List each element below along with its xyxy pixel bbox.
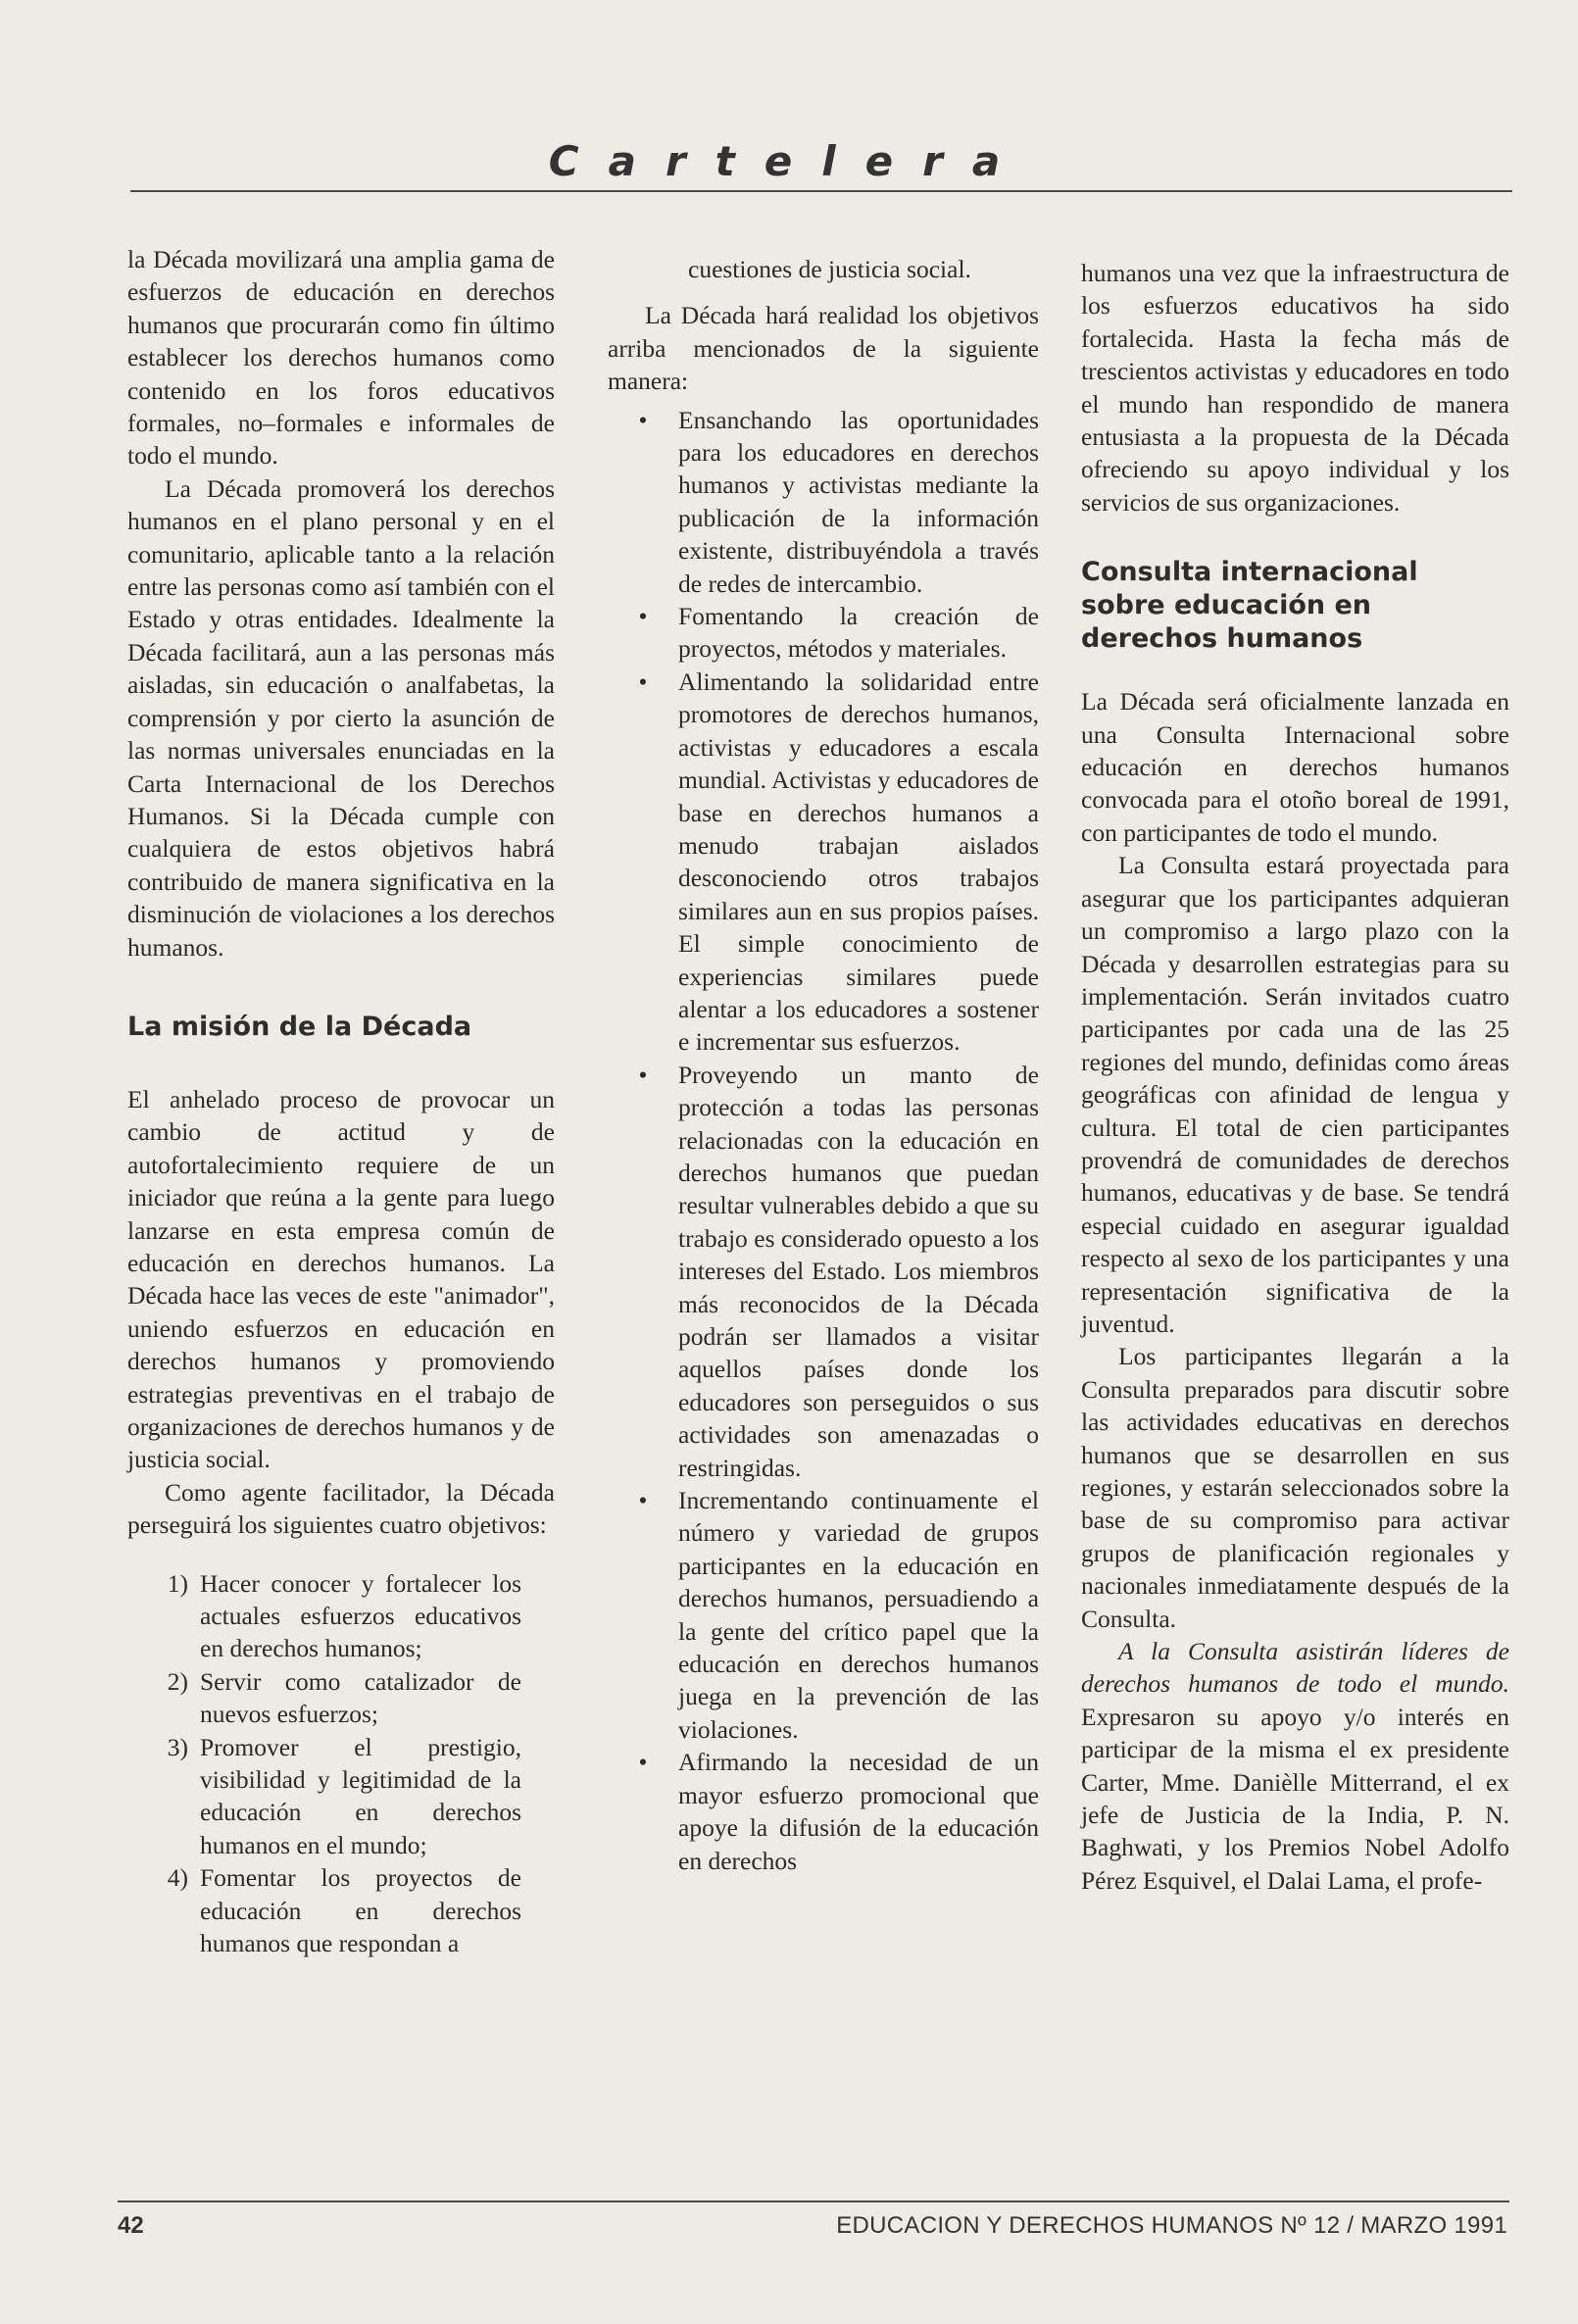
objective-item: [127, 1665, 555, 1731]
action-text: Incrementando continuamente el número y variedad de grupos participantes en la educación en derechos humanos, persuadiendo a la gente del crítico papel que la educación en derechos humanos juega en la prevención de las violaciones.: [678, 1486, 1039, 1744]
objective-number: 3): [167, 1732, 188, 1761]
action-text: Afirmando la necesidad de un mayor esfuerzo promocional que apoye la difusión de la educación en derechos: [678, 1748, 1039, 1875]
column-2: [608, 253, 1039, 1877]
bullet-icon: •: [638, 1748, 648, 1777]
column-3: [1081, 257, 1509, 1897]
col3-italic-lead: A la Consulta asistirán líderes de derechos humanos de todo el mundo.: [1081, 1637, 1509, 1699]
action-item: [608, 1059, 1039, 1484]
bullet-icon: •: [638, 1486, 648, 1515]
action-item: [608, 666, 1039, 1059]
action-text: Proveyendo un manto de protección a todas las personas relacionadas con la educación en derechos humanos que puedan resultar vulnerables debido a que su trabajo es considerado opuesto a los intereses del Estado. Los miembros más reconocidos de la Década podrán ser llamados a visitar aquellos países donde los educadores son perseguidos o sus actividades son amenazadas o restringidas.: [678, 1060, 1039, 1482]
footer-rule: [118, 2200, 1509, 2202]
bullet-icon: •: [638, 405, 648, 434]
col2-continued-text: cuestiones de justicia social.: [688, 255, 971, 283]
header-rule: [130, 190, 1512, 192]
col3-paragraph-1: humanos una vez que la infraestructura de los esfuerzos educativos ha sido fortalecida. Hasta la fecha más de trescientos activistas y educadores en todo el mundo han respondido de manera entusiasta a la propuesta de la Década ofreciendo su apoyo individual y los servicios de sus organizaciones.: [1081, 259, 1509, 517]
col3-paragraph-4: Los participantes llegarán a la Consulta preparados para discutir sobre las actividades educativas en derechos humanos que se desarrollen en sus regiones, y estarán seleccionados sobre la base de su compromiso para activar grupos de planificación regionales y nacionales inmediatamente después de la Consulta.: [1081, 1342, 1509, 1633]
publication-info: EDUCACION Y DERECHOS HUMANOS Nº 12 / MARZO 1991: [836, 2212, 1507, 2239]
col3-paragraph-5: [1081, 1635, 1509, 1897]
objective-text: Servir como catalizador de nuevos esfuerzos;: [200, 1666, 521, 1729]
section-heading-mission: La misión de la Década: [127, 1011, 472, 1042]
col1-paragraph-1: la Década movilizará una amplia gama de esfuerzos de educación en derechos humanos que procurarán como fin último establecer los derechos humanos como contenido en los foros educativos formales, no–formales e informales de todo el mundo.: [127, 245, 555, 470]
col1-paragraph-2: La Década promoverá los derechos humanos en el plano personal y en el comunitario, aplicable tanto a la relación entre las personas como así también con el Estado y otras entidades. Idealmente la Década facilitará, aun a las personas más aisladas, sin educación o analfabetas, la comprensión y por cierto la asunción de las normas universales enunciadas en la Carta Internacional de los Derechos Humanos. Si la Década cumple con cualquiera de estos objetivos habrá contribuido de manera significativa en la disminución de violaciones a los derechos humanos.: [127, 473, 555, 962]
action-text: Fomentando la creación de proyectos, métodos y materiales.: [678, 602, 1039, 664]
col3-paragraph-5-rest: Expresaron su apoyo y/o interés en participar de la misma el ex presidente Carter, Mme. Danièlle Mitterrand, el ex jefe de Justicia de la India, P. N. Baghwati, y los Premios Nobel Adolfo Pérez Esquivel, el Dalai Lama, el profe-: [1081, 1702, 1509, 1895]
action-item: [608, 600, 1039, 666]
objective-text: Hacer conocer y fortalecer los actuales esfuerzos educativos en derechos humanos;: [200, 1568, 521, 1663]
col1-paragraph-4: Como agente facilitador, la Década perseguirá los siguientes cuatro objetivos:: [127, 1477, 555, 1540]
col3-paragraph-3: La Consulta estará proyectada para asegurar que los participantes adquieran un compromiso a largo plazo con la Década y desarrollen estrategias para su implementación. Serán invitados cuatro participantes por cada una de las 25 regiones del mundo, definidas como áreas geográficas con afinidad de lengua y cultura. El total de cien participantes provendrá de comunidades de derechos humanos, educativas y de base. Se tendrá especial cuidado en asegurar igualdad respecto al sexo de los participantes y una representación significativa de la juventud.: [1081, 851, 1509, 1338]
action-item: [608, 404, 1039, 600]
action-text: Ensanchando las oportunidades para los educadores en derechos humanos y activistas mediante la publicación de la información existente, distribuyéndola a través de redes de intercambio.: [678, 405, 1039, 598]
bullet-icon: •: [638, 1060, 648, 1089]
objective-item: [127, 1731, 555, 1862]
col1-paragraph-3: El anhelado proceso de provocar un cambio de actitud y de autofortalecimiento requiere de un iniciador que reúna a la gente para luego lanzarse en esta empresa común de educación en derechos humanos. La Década hace las veces de este "animador", uniendo esfuerzos en educación en derechos humanos y promoviendo estrategias preventivas en el trabajo de organizaciones de derechos humanos y de justicia social.: [127, 1084, 555, 1474]
actions-list: [608, 404, 1039, 1877]
objective-number: 4): [167, 1863, 188, 1893]
objective-number: 2): [167, 1666, 188, 1696]
page-number: 42: [118, 2212, 144, 2239]
objective-text: Promover el prestigio, visibilidad y legitimidad de la educación en derechos humanos en el mundo;: [200, 1732, 521, 1859]
section-title: Cartelera: [548, 137, 1030, 185]
objective-item: [127, 1861, 555, 1959]
bullet-icon: •: [638, 602, 648, 631]
objectives-list: [127, 1567, 555, 1960]
action-text: Alimentando la solidaridad entre promotores de derechos humanos, activistas y educadores a escala mundial. Activistas y educadores de base en derechos humanos a menudo trabajan aislados desconociendo otros trabajos similares aun en sus propios países. El simple conocimiento de experiencias similares puede alentar a los educadores a sostener e incrementar sus esfuerzos.: [678, 667, 1039, 1057]
objective-item: [127, 1567, 555, 1665]
continued-text-block: [608, 253, 1039, 285]
column-1: [127, 243, 555, 1960]
objective-text: Fomentar los proyectos de educación en derechos humanos que respondan a: [200, 1863, 521, 1958]
col3-paragraph-2: La Década será oficialmente lanzada en una Consulta Internacional sobre educación en derechos humanos convocada para el otoño boreal de 1991, con participantes de todo el mundo.: [1081, 687, 1509, 847]
bullet-icon: •: [638, 667, 648, 696]
col2-paragraph-1: La Década hará realidad los objetivos arriba mencionados de la siguiente manera:: [608, 301, 1039, 396]
action-item: [608, 1484, 1039, 1746]
action-item: [608, 1746, 1039, 1877]
section-heading-consulta: Consulta internacional sobre educación en derechos humanos: [1081, 557, 1418, 655]
objective-number: 1): [167, 1568, 188, 1598]
